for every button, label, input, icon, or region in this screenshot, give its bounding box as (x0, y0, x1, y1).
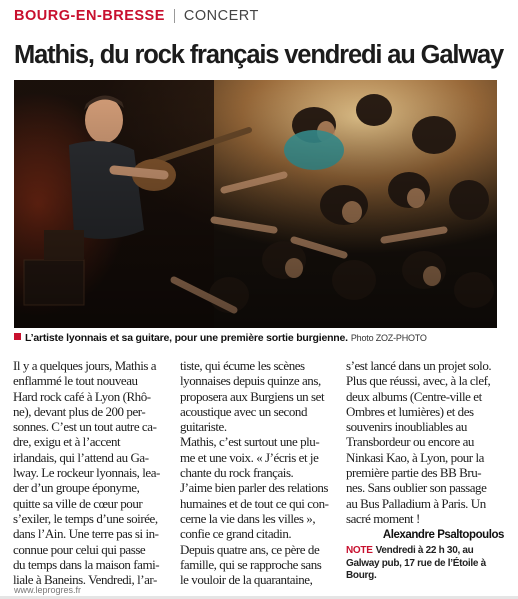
text-line: Il y a quelques jours, Mathis a (13, 358, 157, 373)
article-column-3 (346, 358, 504, 544)
text-line: deux albums (Centre-ville et (346, 388, 482, 404)
text-line: première partie des BB Bru- (346, 465, 482, 481)
text-line: proposera aux Burgiens un set (180, 388, 325, 404)
text-line: guitariste. (180, 419, 227, 435)
caption-text: L’artiste lyonnais et sa guitare, pour une première sortie burgienne. (25, 332, 348, 344)
text-line: Plus que réussi, avec, à la clef, (346, 373, 491, 389)
text-line: acoustique avec un second (180, 403, 308, 419)
kicker (14, 5, 259, 27)
text-line: Mathis, c’est surtout une plu- (180, 434, 320, 450)
text-line: lway. Le rockeur lyonnais, lea- (13, 465, 160, 481)
article-column-2 (180, 358, 338, 587)
text-line: Ninkasi Kao, à Lyon, pour la (346, 449, 484, 465)
kicker-separator (174, 9, 175, 23)
text-line: souvenirs inoubliables au (346, 419, 467, 435)
text-line: tiste, qui écume les scènes (180, 358, 305, 373)
text-line: enflammé le tout nouveau (13, 373, 138, 389)
photo-credit: Photo ZOZ-PHOTO (350, 333, 427, 343)
event-note (346, 545, 506, 583)
text-line: sonnes. C’est un tout autre ca- (13, 419, 157, 435)
kicker-category: CONCERT (183, 8, 259, 24)
text-line: nes. Sans oublier son passage (346, 480, 487, 496)
text-line: me et une voix. « J’écris et je (180, 449, 319, 465)
text-line: le vouloir de la quarantaine, (180, 572, 313, 588)
author-byline: Alexandre Psaltopoulos (382, 529, 504, 542)
kicker-location: BOURG-EN-BRESSE (14, 8, 165, 24)
article-column-1 (13, 358, 171, 587)
text-line: s’est lancé dans un projet solo. (346, 358, 492, 373)
text-line: der d’un groupe éponyme, (13, 480, 140, 496)
text-line: famille, qui se rapproche sans (180, 556, 322, 572)
text-line: quitte sa ville de cœur pour (13, 495, 143, 511)
text-line: du temps dans la maison fami- (13, 556, 160, 572)
text-line: humaines et de tout ce qui con- (180, 495, 329, 511)
text-line: au Bus Palladium à Paris. Un (346, 495, 486, 511)
note-text: Vendredi à 22 h 30, au Galway pub, 17 rue de l’Étoile à Bourg. (346, 545, 486, 581)
text-line: dre, exigu et à l’accent (13, 434, 121, 450)
concert-photo (14, 80, 497, 328)
text-line: chante du rock français. (180, 465, 294, 481)
text-line: irlandais, qui l’attend au Ga- (13, 449, 149, 465)
text-line: liale à Baneins. Vendredi, l’ar- (13, 572, 157, 588)
note-tag: NOTE (346, 545, 373, 556)
text-line: s’exiler, le temps d’une soirée, (13, 510, 158, 526)
text-line: Ombres et lumières) et des (346, 403, 474, 419)
text-line: cerne la vie dans les villes », (180, 510, 316, 526)
text-line: Depuis quatre ans, ce père de (180, 541, 320, 557)
photo-caption (14, 332, 510, 344)
text-line: confie ce grand citadin. (180, 526, 292, 542)
caption-marker (14, 333, 21, 340)
text-line: J’aime bien parler des relations (180, 480, 329, 496)
text-line: Hard rock café à Lyon (Rhô- (13, 388, 151, 404)
text-line: connue pour celui qui passe (13, 541, 146, 557)
text-line: Transbordeur ou encore au (346, 434, 474, 450)
text-line: lyonnaises depuis quinze ans, (180, 373, 321, 389)
concert-photo-illustration (14, 80, 497, 328)
headline: Mathis, du rock français vendredi au Galway (14, 41, 504, 69)
text-line: dans l’Ain. Une terre pas si in- (13, 526, 159, 542)
text-line: ne), devant plus de 200 per- (13, 403, 146, 419)
footer-url[interactable]: www.leprogres.fr (14, 585, 82, 595)
text-line: sacré moment ! (346, 510, 420, 526)
